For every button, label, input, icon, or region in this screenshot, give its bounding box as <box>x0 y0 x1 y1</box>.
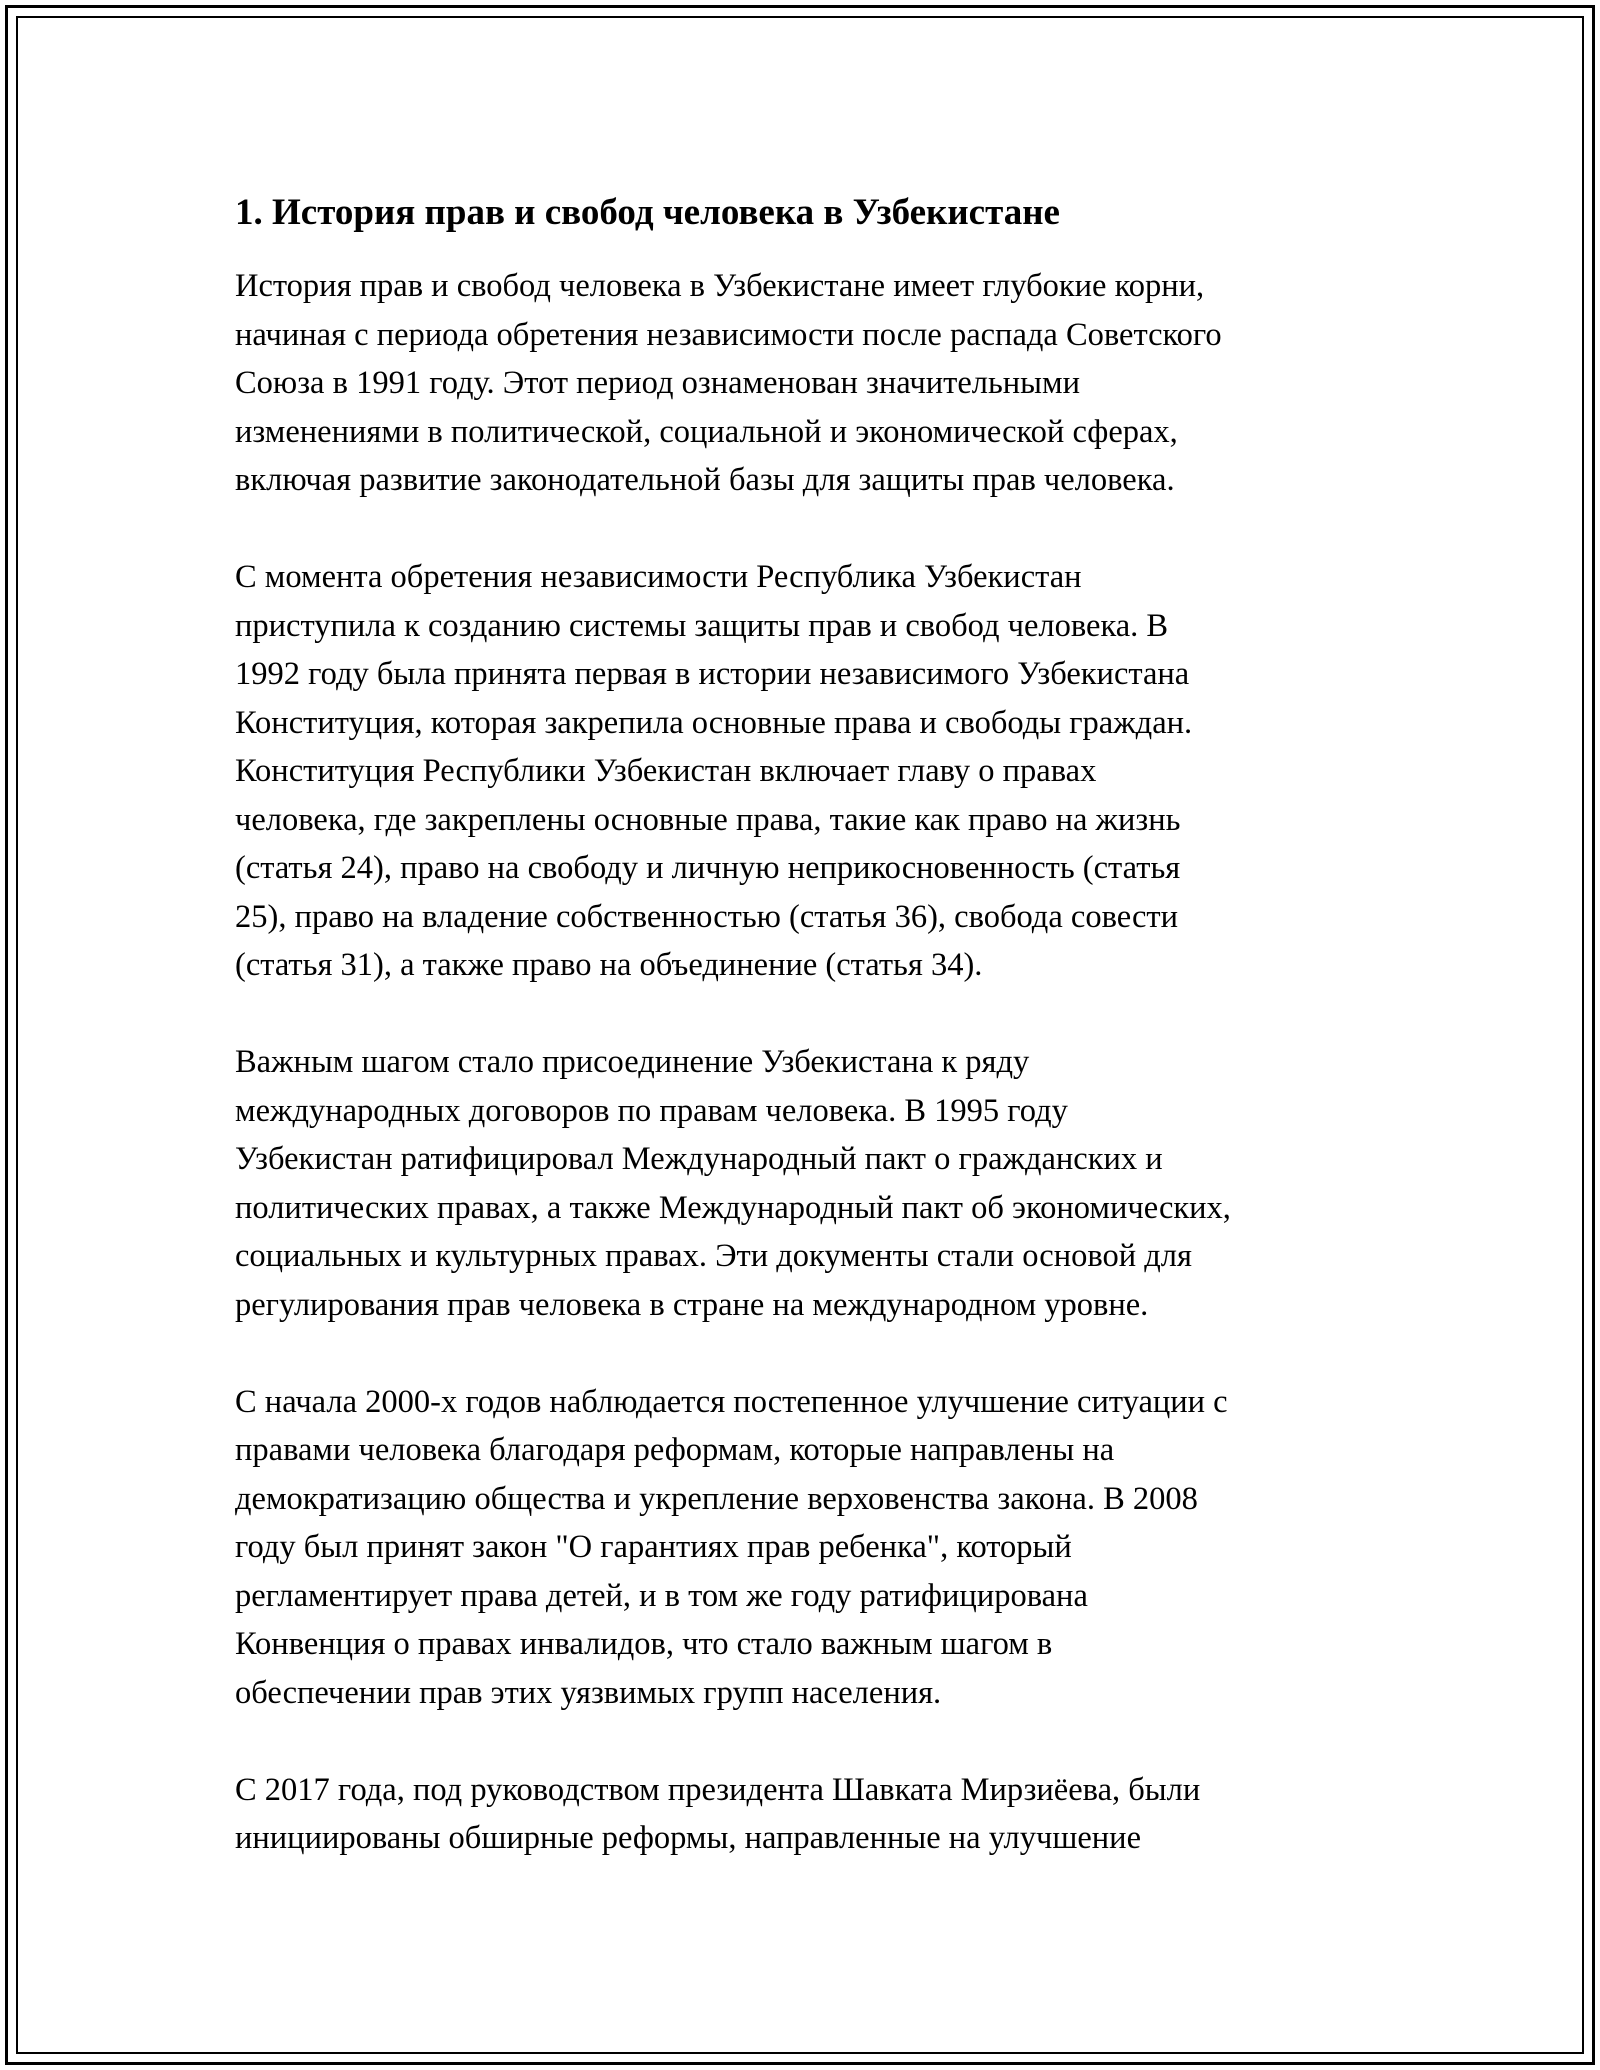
text-line: Важным шагом стало присоединение Узбекистана к ряду <box>235 1044 1030 1080</box>
text-line: Конституция, которая закрепила основные права и свободы граждан. <box>235 704 1193 741</box>
text-line: регламентирует права детей, и в том же году ратифицирована <box>235 1577 1088 1614</box>
paragraph-4 <box>235 1378 1385 1718</box>
text-line: обеспечении прав этих уязвимых групп населения. <box>235 1674 942 1711</box>
text-line: Конституция Республики Узбекистан включает главу о правах <box>235 753 1097 789</box>
text-line: человека, где закреплены основные права, такие как право на жизнь <box>235 801 1181 838</box>
text-line: С начала 2000-х годов наблюдается постепенное улучшение ситуации с <box>235 1383 1228 1420</box>
text-line: международных договоров по правам человека. В 1995 году <box>235 1092 1068 1129</box>
text-line: История прав и свобод человека в Узбекистане имеет глубокие корни, <box>235 268 1205 304</box>
text-line: включая развитие законодательной базы для защиты прав человека. <box>235 462 1175 498</box>
text-line: приступила к созданию системы защиты прав и свобод человека. В <box>235 607 1169 644</box>
text-line: 1992 году была принята первая в истории независимого Узбекистана <box>235 656 1190 692</box>
text-line: С момента обретения независимости Республика Узбекистан <box>235 559 1082 595</box>
paragraph-2 <box>235 553 1385 990</box>
text-line: Конвенция о правах инвалидов, что стало важным шагом в <box>235 1626 1053 1662</box>
text-line: году был принят закон "О гарантиях прав ребенка", который <box>235 1529 1072 1565</box>
text-line: инициированы обширные реформы, направленные на улучшение <box>235 1820 1142 1856</box>
paragraph-3 <box>235 1038 1385 1329</box>
text-line: социальных и культурных правах. Эти документы стали основой для <box>235 1238 1192 1274</box>
section-heading: 1. История прав и свобод человека в Узбекистане <box>235 192 1060 233</box>
text-line: изменениями в политической, социальной и экономической сферах, <box>235 413 1178 450</box>
text-line: (статья 31), а также право на объединение (статья 34). <box>235 947 983 983</box>
document-body <box>235 190 1385 1911</box>
paragraph-1 <box>235 262 1385 505</box>
text-line: 25), право на владение собственностью (статья 36), свобода совести <box>235 898 1178 935</box>
text-line: политических правах, а также Международный пакт об экономических, <box>235 1189 1231 1226</box>
text-line: демократизацию общества и укрепление верховенства закона. В 2008 <box>235 1480 1198 1517</box>
text-line: правами человека благодаря реформам, которые направлены на <box>235 1432 1115 1468</box>
text-line: Узбекистан ратифицировал Международный пакт о гражданских и <box>235 1141 1163 1177</box>
text-line: регулирования прав человека в стране на международном уровне. <box>235 1286 1149 1323</box>
paragraph-5 <box>235 1766 1385 1863</box>
text-line: начиная с периода обретения независимости после распада Советского <box>235 316 1222 353</box>
text-line: Союза в 1991 году. Этот период ознаменован значительными <box>235 365 1080 401</box>
text-line: (статья 24), право на свободу и личную неприкосновенность (статья <box>235 850 1181 886</box>
text-line: С 2017 года, под руководством президента Шавката Мирзиёева, были <box>235 1771 1201 1808</box>
